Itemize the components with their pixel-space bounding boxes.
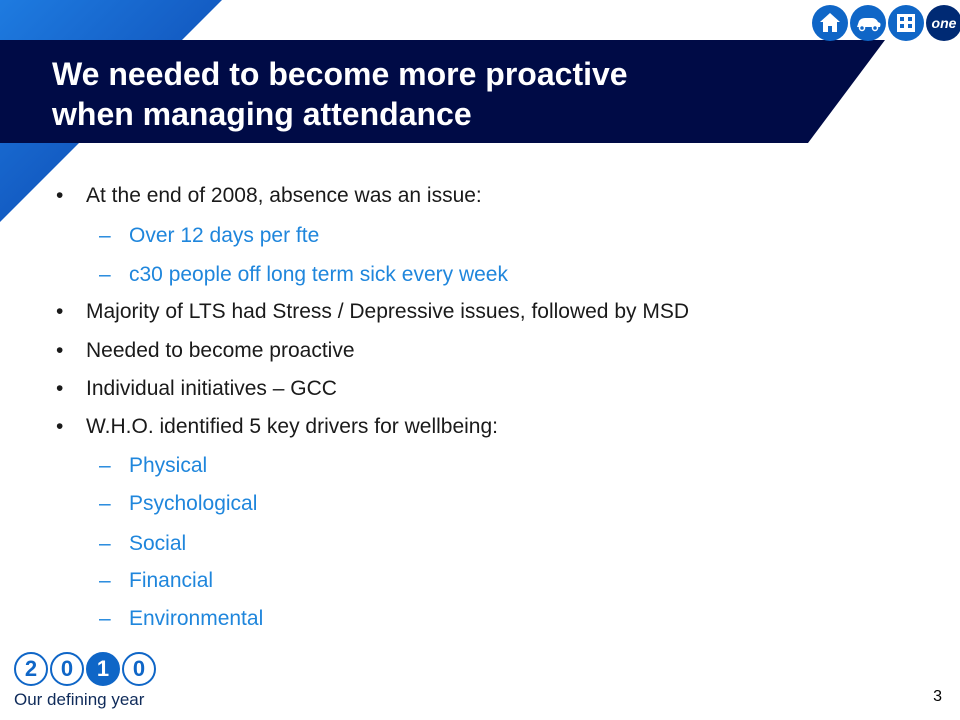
bullet-marker: • [56,300,64,323]
sub-bullet-text: Social [129,532,187,555]
bullet-text: W.H.O. identified 5 key drivers for wellbeing: [86,415,499,438]
bullet-marker: • [56,415,64,438]
2010-logo [14,652,164,712]
bullet-text: Individual initiatives – GCC [86,377,337,400]
logo-digit: 0 [122,652,156,686]
logo-digit: 0 [50,652,84,686]
sub-bullet-text: c30 people off long term sick every week [129,263,508,286]
bullet-marker: • [56,184,64,207]
sub-bullet-marker: – [99,532,111,555]
bullet-text: Majority of LTS had Stress / Depressive issues, followed by MSD [86,300,690,323]
bullet-marker: • [56,377,64,400]
sub-bullet-marker: – [99,492,111,515]
one-logo-text: one [931,15,957,31]
bullet-text: At the end of 2008, absence was an issue: [86,184,482,207]
logo-tagline: Our defining year [14,690,145,709]
sub-bullet-text: Psychological [129,492,258,515]
bullet-marker: • [56,339,64,362]
sub-bullet-marker: – [99,569,111,592]
sub-bullet-marker: – [99,224,111,247]
sub-bullet-text: Financial [129,569,214,592]
sub-bullet-marker: – [99,454,111,477]
sub-bullet-text: Environmental [129,607,264,630]
title-line-2: when managing attendance [52,96,472,132]
sub-bullet-marker: – [99,263,111,286]
bullet-text: Needed to become proactive [86,339,355,362]
title-line-1: We needed to become more proactive [52,56,628,92]
logo-digit: 2 [14,652,48,686]
page-number: 3 [933,688,942,705]
sub-bullet-marker: – [99,607,111,630]
sub-bullet-text: Physical [129,454,208,477]
sub-bullet-text: Over 12 days per fte [129,224,320,247]
logo-digit: 1 [86,652,120,686]
